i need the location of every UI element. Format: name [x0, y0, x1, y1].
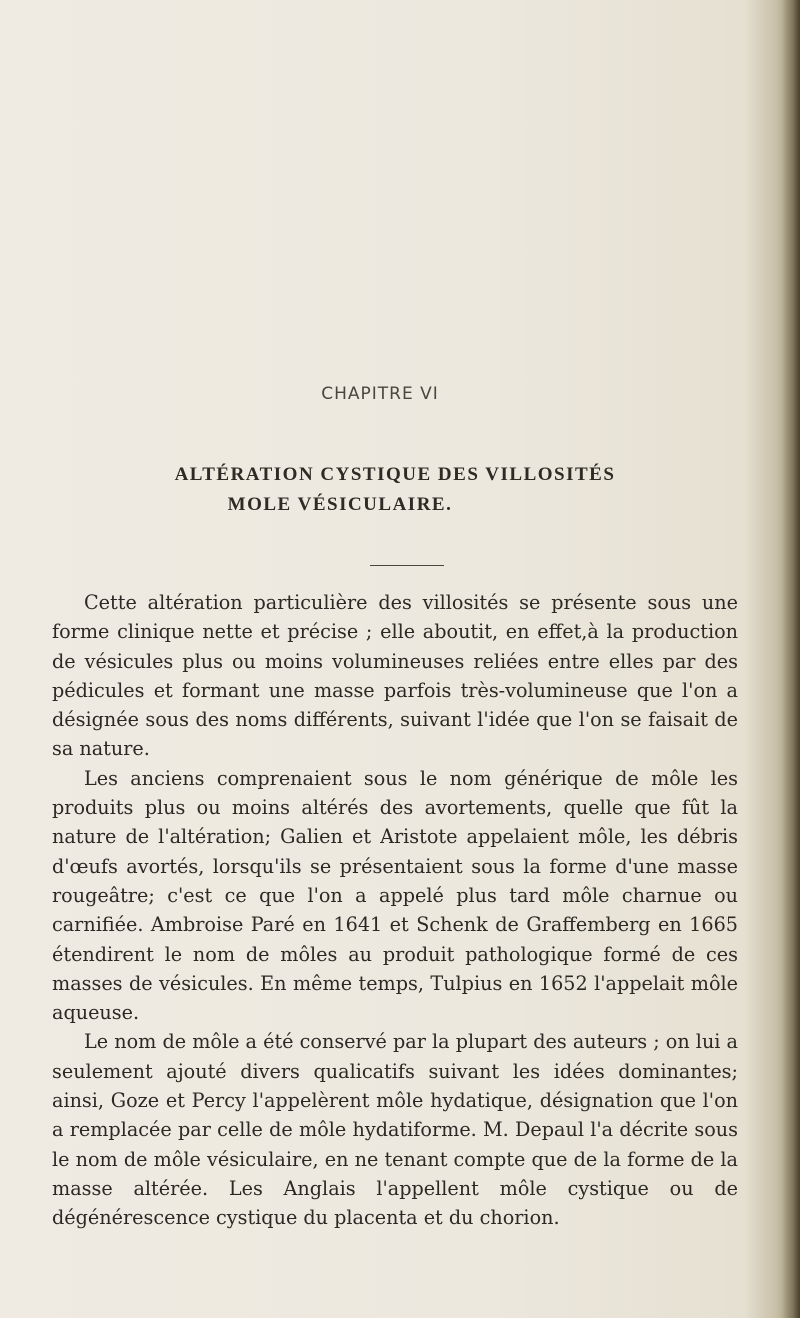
chapter-heading: CHAPITRE VI: [321, 384, 439, 404]
section-title-line-1: ALTÉRATION CYSTIQUE DES VILLOSITÉS: [174, 464, 616, 485]
paragraph: Le nom de môle a été conservé par la plupart des auteurs ; on lui a seulement ajouté divers qualicatifs suivant les idées dominantes; ainsi, Goze et Percy l'appelèrent môle hydatique, désignation que l'on a remplacée par celle de môle hydatiforme. M. Depaul l'a décrite sous le nom de môle vésiculaire, en ne tenant compte que de la forme de la masse altérée. Les Anglais l'appellent môle cystique ou de dégénérescence cystique du placenta et du chorion.: [52, 1030, 738, 1230]
paragraph: Les anciens comprenaient sous le nom générique de môle les produits plus ou moins altérés des avortements, quelle que fût la nature de l'altération; Galien et Aristote appelaient môle, les débris d'œufs avortés, lorsqu'ils se présentaient sous la forme d'une masse rougeâtre; c'est ce que l'on a appelé plus tard môle charnue ou carnifiée. Ambroise Paré en 1641 et Schenk de Graffemberg en 1665 étendirent le nom de môles au produit pathologique formé de ces masses de vésicules. En même temps, Tulpius en 1652 l'appelait môle aqueuse.: [52, 766, 738, 1025]
paragraph: Cette altération particulière des villosités se présente sous une forme clinique nette et précise ; elle aboutit, en effet,à la production de vésicules plus ou moins volumineuses reliées entre elles par des pédicules et formant une masse parfois très-volumineuse que l'on a désignée sous des noms différents, suivant l'idée que l'on se faisait de sa nature.: [52, 591, 738, 761]
body-text: [52, 588, 738, 1233]
section-title-line-2: MOLE VÉSICULAIRE.: [227, 494, 453, 515]
title-divider: [370, 565, 444, 566]
page-edge-shadow: [782, 0, 800, 1318]
